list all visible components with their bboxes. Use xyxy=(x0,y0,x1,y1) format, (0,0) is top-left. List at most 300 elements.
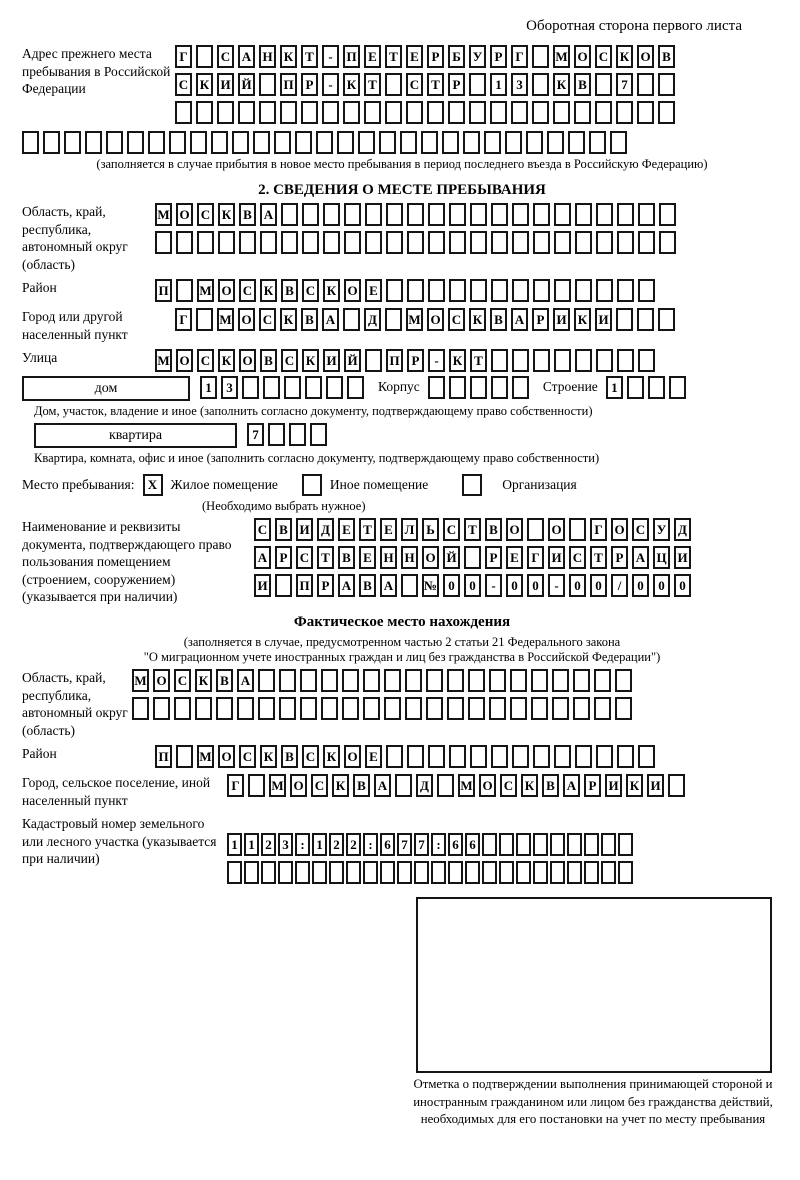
char-cell[interactable]: В xyxy=(574,73,591,96)
char-cell[interactable] xyxy=(279,669,296,692)
char-cell[interactable] xyxy=(244,861,259,884)
char-cell[interactable] xyxy=(218,231,235,254)
char-cell[interactable]: Д xyxy=(674,518,691,541)
char-cell[interactable]: 0 xyxy=(590,574,607,597)
char-cell[interactable] xyxy=(227,861,242,884)
char-cell[interactable] xyxy=(512,203,529,226)
char-cell[interactable]: № xyxy=(422,574,439,597)
char-cell[interactable]: П xyxy=(386,349,403,372)
char-cell[interactable]: М xyxy=(132,669,149,692)
char-cell[interactable]: С xyxy=(281,349,298,372)
char-cell[interactable] xyxy=(532,45,549,68)
char-cell[interactable]: С xyxy=(239,745,256,768)
char-cell[interactable]: 7 xyxy=(414,833,429,856)
char-cell[interactable] xyxy=(176,279,193,302)
char-cell[interactable]: 0 xyxy=(569,574,586,597)
char-cell[interactable]: И xyxy=(595,308,612,331)
char-cell[interactable] xyxy=(260,231,277,254)
char-cell[interactable]: К xyxy=(343,73,360,96)
char-cell[interactable]: И xyxy=(548,546,565,569)
char-cell[interactable] xyxy=(190,131,207,154)
char-cell[interactable]: О xyxy=(637,45,654,68)
char-cell[interactable]: Т xyxy=(359,518,376,541)
char-cell[interactable]: Г xyxy=(511,45,528,68)
char-cell[interactable] xyxy=(196,101,213,124)
char-cell[interactable]: Е xyxy=(365,279,382,302)
char-cell[interactable] xyxy=(574,101,591,124)
char-cell[interactable] xyxy=(533,349,550,372)
char-cell[interactable]: И xyxy=(296,518,313,541)
char-cell[interactable]: А xyxy=(563,774,580,797)
char-cell[interactable] xyxy=(527,518,544,541)
char-cell[interactable]: А xyxy=(511,308,528,331)
char-cell[interactable] xyxy=(638,349,655,372)
char-cell[interactable]: В xyxy=(353,774,370,797)
char-cell[interactable]: 7 xyxy=(247,423,264,446)
char-cell[interactable] xyxy=(43,131,60,154)
char-cell[interactable] xyxy=(281,231,298,254)
char-cell[interactable]: С xyxy=(569,546,586,569)
char-cell[interactable] xyxy=(589,131,606,154)
char-cell[interactable] xyxy=(554,279,571,302)
char-cell[interactable] xyxy=(442,131,459,154)
char-cell[interactable] xyxy=(617,349,634,372)
char-cell[interactable] xyxy=(407,279,424,302)
char-cell[interactable]: 0 xyxy=(527,574,544,597)
char-cell[interactable]: В xyxy=(338,546,355,569)
char-cell[interactable]: М xyxy=(217,308,234,331)
char-cell[interactable] xyxy=(281,203,298,226)
char-cell[interactable] xyxy=(658,308,675,331)
char-cell[interactable]: - xyxy=(548,574,565,597)
char-cell[interactable] xyxy=(491,203,508,226)
char-cell[interactable] xyxy=(596,203,613,226)
char-cell[interactable] xyxy=(321,697,338,720)
char-cell[interactable] xyxy=(239,231,256,254)
char-cell[interactable] xyxy=(279,697,296,720)
char-cell[interactable]: С xyxy=(406,73,423,96)
char-cell[interactable] xyxy=(482,833,497,856)
char-cell[interactable] xyxy=(569,518,586,541)
char-cell[interactable]: 3 xyxy=(221,376,238,399)
char-cell[interactable] xyxy=(550,861,565,884)
char-cell[interactable] xyxy=(238,101,255,124)
char-cell[interactable] xyxy=(616,308,633,331)
char-cell[interactable]: В xyxy=(658,45,675,68)
char-cell[interactable]: Г xyxy=(527,546,544,569)
char-cell[interactable]: В xyxy=(281,279,298,302)
char-cell[interactable]: М xyxy=(155,349,172,372)
char-cell[interactable] xyxy=(216,697,233,720)
char-cell[interactable] xyxy=(533,745,550,768)
char-cell[interactable] xyxy=(211,131,228,154)
char-cell[interactable] xyxy=(196,308,213,331)
char-cell[interactable]: Е xyxy=(506,546,523,569)
char-cell[interactable]: Т xyxy=(364,73,381,96)
char-cell[interactable] xyxy=(386,203,403,226)
char-cell[interactable]: - xyxy=(428,349,445,372)
char-cell[interactable]: О xyxy=(176,203,193,226)
char-cell[interactable]: Б xyxy=(448,45,465,68)
char-cell[interactable] xyxy=(386,745,403,768)
char-cell[interactable]: К xyxy=(260,279,277,302)
char-cell[interactable] xyxy=(342,669,359,692)
char-cell[interactable] xyxy=(414,861,429,884)
char-cell[interactable]: К xyxy=(574,308,591,331)
char-cell[interactable] xyxy=(358,131,375,154)
char-cell[interactable] xyxy=(491,745,508,768)
char-cell[interactable]: С xyxy=(175,73,192,96)
char-cell[interactable]: В xyxy=(275,518,292,541)
char-cell[interactable] xyxy=(148,131,165,154)
char-cell[interactable]: А xyxy=(260,203,277,226)
char-cell[interactable]: О xyxy=(153,669,170,692)
char-cell[interactable] xyxy=(573,669,590,692)
char-cell[interactable] xyxy=(552,697,569,720)
char-cell[interactable] xyxy=(447,669,464,692)
char-cell[interactable] xyxy=(601,861,616,884)
char-cell[interactable] xyxy=(617,279,634,302)
char-cell[interactable] xyxy=(337,131,354,154)
char-cell[interactable]: К xyxy=(218,349,235,372)
char-cell[interactable] xyxy=(421,131,438,154)
char-cell[interactable]: Р xyxy=(275,546,292,569)
char-cell[interactable]: Й xyxy=(443,546,460,569)
char-cell[interactable]: С xyxy=(239,279,256,302)
char-cell[interactable] xyxy=(575,349,592,372)
char-cell[interactable] xyxy=(610,131,627,154)
char-cell[interactable] xyxy=(637,73,654,96)
char-cell[interactable]: П xyxy=(155,745,172,768)
char-cell[interactable] xyxy=(575,203,592,226)
char-cell[interactable]: М xyxy=(269,774,286,797)
char-cell[interactable] xyxy=(449,279,466,302)
char-cell[interactable] xyxy=(322,101,339,124)
char-cell[interactable]: К xyxy=(449,349,466,372)
char-cell[interactable]: 6 xyxy=(465,833,480,856)
char-cell[interactable] xyxy=(638,279,655,302)
char-cell[interactable]: Г xyxy=(227,774,244,797)
char-cell[interactable] xyxy=(533,279,550,302)
char-cell[interactable] xyxy=(482,861,497,884)
char-cell[interactable] xyxy=(547,131,564,154)
char-cell[interactable] xyxy=(407,231,424,254)
char-cell[interactable]: О xyxy=(422,546,439,569)
char-cell[interactable]: Г xyxy=(175,45,192,68)
char-cell[interactable] xyxy=(552,669,569,692)
char-cell[interactable] xyxy=(491,376,508,399)
char-cell[interactable]: О xyxy=(506,518,523,541)
char-cell[interactable]: Т xyxy=(427,73,444,96)
char-cell[interactable] xyxy=(321,669,338,692)
char-cell[interactable]: А xyxy=(254,546,271,569)
char-cell[interactable]: О xyxy=(611,518,628,541)
char-cell[interactable] xyxy=(169,131,186,154)
char-cell[interactable] xyxy=(465,861,480,884)
char-cell[interactable]: С xyxy=(302,745,319,768)
char-cell[interactable]: : xyxy=(295,833,310,856)
char-cell[interactable] xyxy=(533,231,550,254)
char-cell[interactable]: - xyxy=(322,73,339,96)
char-cell[interactable] xyxy=(470,231,487,254)
char-cell[interactable]: 1 xyxy=(200,376,217,399)
char-cell[interactable]: С xyxy=(296,546,313,569)
char-cell[interactable] xyxy=(510,669,527,692)
char-cell[interactable]: Е xyxy=(380,518,397,541)
char-cell[interactable] xyxy=(300,669,317,692)
char-cell[interactable] xyxy=(153,697,170,720)
char-cell[interactable] xyxy=(533,203,550,226)
char-cell[interactable] xyxy=(638,203,655,226)
char-cell[interactable]: 1 xyxy=(312,833,327,856)
char-cell[interactable] xyxy=(512,376,529,399)
char-cell[interactable]: Н xyxy=(401,546,418,569)
char-cell[interactable]: М xyxy=(553,45,570,68)
char-cell[interactable] xyxy=(615,669,632,692)
char-cell[interactable] xyxy=(363,861,378,884)
char-cell[interactable]: К xyxy=(196,73,213,96)
char-cell[interactable] xyxy=(550,833,565,856)
char-cell[interactable]: П xyxy=(155,279,172,302)
char-cell[interactable] xyxy=(573,697,590,720)
char-cell[interactable]: С xyxy=(254,518,271,541)
char-cell[interactable] xyxy=(594,669,611,692)
char-cell[interactable]: 0 xyxy=(443,574,460,597)
char-cell[interactable] xyxy=(365,203,382,226)
char-cell[interactable]: Г xyxy=(175,308,192,331)
char-cell[interactable]: К xyxy=(553,73,570,96)
char-cell[interactable] xyxy=(363,697,380,720)
char-cell[interactable]: Т xyxy=(590,546,607,569)
char-cell[interactable] xyxy=(512,279,529,302)
char-cell[interactable]: Д xyxy=(416,774,433,797)
char-cell[interactable] xyxy=(659,203,676,226)
char-cell[interactable]: И xyxy=(323,349,340,372)
char-cell[interactable]: К xyxy=(323,279,340,302)
char-cell[interactable] xyxy=(449,231,466,254)
char-cell[interactable]: С xyxy=(197,349,214,372)
char-cell[interactable]: А xyxy=(338,574,355,597)
char-cell[interactable]: О xyxy=(239,349,256,372)
char-cell[interactable] xyxy=(289,423,306,446)
char-cell[interactable] xyxy=(659,231,676,254)
char-cell[interactable] xyxy=(195,697,212,720)
char-cell[interactable]: М xyxy=(458,774,475,797)
char-cell[interactable] xyxy=(268,423,285,446)
char-cell[interactable] xyxy=(326,376,343,399)
char-cell[interactable] xyxy=(406,101,423,124)
char-cell[interactable] xyxy=(259,73,276,96)
char-cell[interactable] xyxy=(176,231,193,254)
char-cell[interactable]: С xyxy=(197,203,214,226)
char-cell[interactable] xyxy=(568,131,585,154)
char-cell[interactable] xyxy=(449,203,466,226)
char-cell[interactable] xyxy=(428,745,445,768)
char-cell[interactable] xyxy=(258,697,275,720)
char-cell[interactable] xyxy=(618,833,633,856)
char-cell[interactable] xyxy=(511,101,528,124)
apartment-type-box[interactable]: квартира xyxy=(34,423,237,448)
char-cell[interactable] xyxy=(64,131,81,154)
char-cell[interactable]: О xyxy=(238,308,255,331)
char-cell[interactable] xyxy=(428,231,445,254)
char-cell[interactable] xyxy=(365,231,382,254)
char-cell[interactable]: В xyxy=(490,308,507,331)
char-cell[interactable] xyxy=(448,101,465,124)
char-cell[interactable] xyxy=(594,697,611,720)
char-cell[interactable] xyxy=(470,203,487,226)
char-cell[interactable] xyxy=(278,861,293,884)
char-cell[interactable]: 1 xyxy=(606,376,623,399)
char-cell[interactable]: П xyxy=(296,574,313,597)
char-cell[interactable]: 1 xyxy=(490,73,507,96)
char-cell[interactable] xyxy=(512,745,529,768)
char-cell[interactable] xyxy=(385,73,402,96)
char-cell[interactable]: О xyxy=(344,279,361,302)
char-cell[interactable] xyxy=(274,131,291,154)
stay-checkbox-other-premises[interactable] xyxy=(302,474,322,496)
char-cell[interactable]: С xyxy=(259,308,276,331)
char-cell[interactable]: Ц xyxy=(653,546,670,569)
char-cell[interactable] xyxy=(280,101,297,124)
char-cell[interactable]: Е xyxy=(364,45,381,68)
char-cell[interactable] xyxy=(526,131,543,154)
char-cell[interactable]: Д xyxy=(317,518,334,541)
char-cell[interactable] xyxy=(554,745,571,768)
char-cell[interactable] xyxy=(668,774,685,797)
char-cell[interactable] xyxy=(407,203,424,226)
char-cell[interactable]: В xyxy=(542,774,559,797)
char-cell[interactable] xyxy=(638,745,655,768)
char-cell[interactable] xyxy=(428,203,445,226)
char-cell[interactable]: Е xyxy=(365,745,382,768)
char-cell[interactable] xyxy=(127,131,144,154)
char-cell[interactable]: К xyxy=(521,774,538,797)
char-cell[interactable] xyxy=(22,131,39,154)
char-cell[interactable] xyxy=(658,101,675,124)
char-cell[interactable] xyxy=(237,697,254,720)
char-cell[interactable] xyxy=(427,101,444,124)
char-cell[interactable]: Е xyxy=(406,45,423,68)
char-cell[interactable] xyxy=(596,279,613,302)
char-cell[interactable] xyxy=(470,279,487,302)
char-cell[interactable]: Р xyxy=(407,349,424,372)
char-cell[interactable] xyxy=(575,279,592,302)
char-cell[interactable] xyxy=(617,745,634,768)
char-cell[interactable] xyxy=(533,833,548,856)
char-cell[interactable]: Р xyxy=(611,546,628,569)
char-cell[interactable] xyxy=(263,376,280,399)
char-cell[interactable]: Р xyxy=(427,45,444,68)
char-cell[interactable]: Р xyxy=(301,73,318,96)
char-cell[interactable] xyxy=(648,376,665,399)
char-cell[interactable] xyxy=(347,376,364,399)
char-cell[interactable] xyxy=(329,861,344,884)
char-cell[interactable] xyxy=(554,231,571,254)
char-cell[interactable] xyxy=(232,131,249,154)
char-cell[interactable] xyxy=(196,45,213,68)
char-cell[interactable] xyxy=(554,349,571,372)
char-cell[interactable]: К xyxy=(260,745,277,768)
char-cell[interactable]: 0 xyxy=(632,574,649,597)
char-cell[interactable] xyxy=(637,101,654,124)
char-cell[interactable]: Р xyxy=(485,546,502,569)
char-cell[interactable] xyxy=(595,73,612,96)
char-cell[interactable] xyxy=(575,231,592,254)
char-cell[interactable]: 1 xyxy=(244,833,259,856)
char-cell[interactable] xyxy=(469,73,486,96)
char-cell[interactable] xyxy=(400,131,417,154)
char-cell[interactable] xyxy=(532,73,549,96)
char-cell[interactable]: О xyxy=(218,745,235,768)
char-cell[interactable] xyxy=(344,231,361,254)
char-cell[interactable] xyxy=(468,697,485,720)
char-cell[interactable] xyxy=(384,697,401,720)
char-cell[interactable]: С xyxy=(174,669,191,692)
char-cell[interactable] xyxy=(489,697,506,720)
char-cell[interactable]: - xyxy=(485,574,502,597)
char-cell[interactable] xyxy=(584,833,599,856)
char-cell[interactable] xyxy=(342,697,359,720)
char-cell[interactable] xyxy=(584,861,599,884)
char-cell[interactable] xyxy=(346,861,361,884)
char-cell[interactable]: 3 xyxy=(511,73,528,96)
char-cell[interactable] xyxy=(627,376,644,399)
char-cell[interactable]: Ь xyxy=(422,518,439,541)
char-cell[interactable] xyxy=(258,669,275,692)
char-cell[interactable]: 0 xyxy=(506,574,523,597)
char-cell[interactable] xyxy=(312,861,327,884)
char-cell[interactable]: С xyxy=(311,774,328,797)
confirmation-stamp-box[interactable] xyxy=(416,897,772,1073)
char-cell[interactable] xyxy=(363,669,380,692)
char-cell[interactable]: Р xyxy=(490,45,507,68)
char-cell[interactable]: Р xyxy=(584,774,601,797)
char-cell[interactable]: К xyxy=(280,308,297,331)
char-cell[interactable]: Г xyxy=(590,518,607,541)
char-cell[interactable] xyxy=(638,231,655,254)
char-cell[interactable] xyxy=(295,131,312,154)
char-cell[interactable] xyxy=(386,231,403,254)
char-cell[interactable] xyxy=(532,101,549,124)
char-cell[interactable] xyxy=(385,101,402,124)
char-cell[interactable] xyxy=(428,279,445,302)
char-cell[interactable]: Н xyxy=(380,546,397,569)
char-cell[interactable]: Т xyxy=(470,349,487,372)
char-cell[interactable]: 2 xyxy=(261,833,276,856)
char-cell[interactable] xyxy=(601,833,616,856)
char-cell[interactable]: Л xyxy=(401,518,418,541)
char-cell[interactable]: : xyxy=(363,833,378,856)
char-cell[interactable] xyxy=(464,546,481,569)
char-cell[interactable] xyxy=(386,279,403,302)
char-cell[interactable] xyxy=(470,376,487,399)
char-cell[interactable] xyxy=(197,231,214,254)
char-cell[interactable] xyxy=(426,697,443,720)
char-cell[interactable] xyxy=(617,231,634,254)
char-cell[interactable] xyxy=(323,231,340,254)
char-cell[interactable] xyxy=(85,131,102,154)
char-cell[interactable] xyxy=(531,697,548,720)
char-cell[interactable] xyxy=(617,203,634,226)
char-cell[interactable] xyxy=(484,131,501,154)
char-cell[interactable] xyxy=(567,861,582,884)
char-cell[interactable] xyxy=(615,697,632,720)
stay-checkbox-residential[interactable]: X xyxy=(143,474,163,496)
char-cell[interactable] xyxy=(295,861,310,884)
char-cell[interactable] xyxy=(397,861,412,884)
char-cell[interactable]: А xyxy=(632,546,649,569)
